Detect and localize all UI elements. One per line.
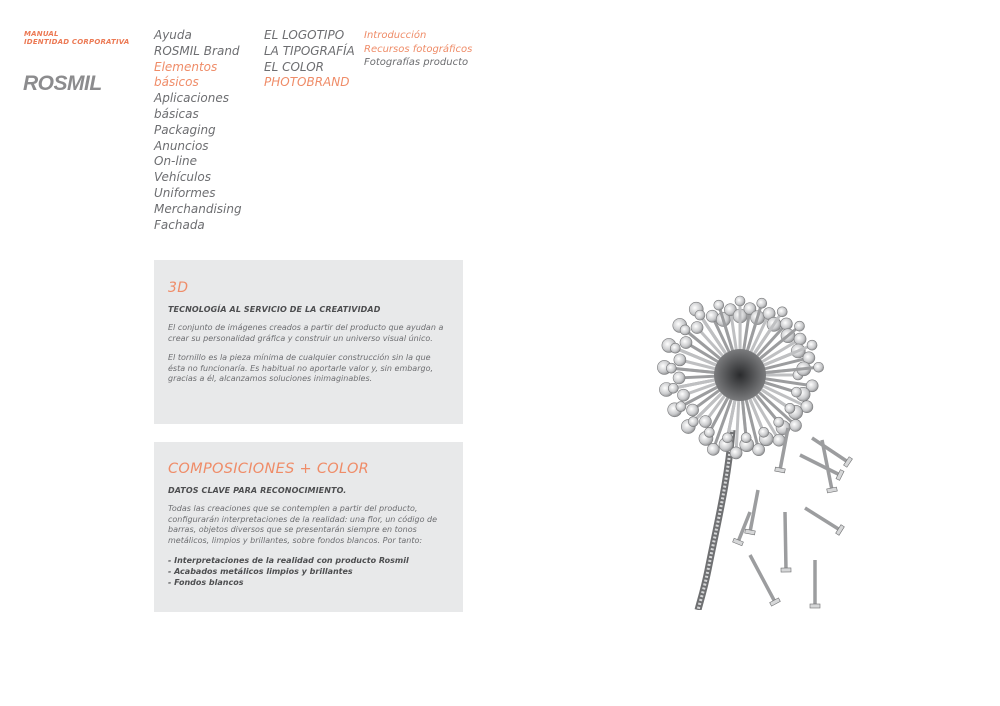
panel-3d — [154, 260, 463, 424]
nav-main — [154, 28, 264, 233]
manual-tag-line1: MANUAL — [24, 30, 59, 38]
bullet-item: - Acabados metálicos limpios y brillantes — [168, 566, 353, 576]
nav-item-anuncios[interactable]: Anuncios — [154, 138, 209, 153]
panel-composiciones-subtitle: DATOS CLAVE PARA RECONOCIMIENTO. — [168, 486, 347, 495]
nav-item-elementos-basicos[interactable]: Elementos básicos — [154, 59, 218, 90]
panel-3d-para2: El tornillo es la pieza mínima de cualquier construcción sin la que ésta no funcionaría. Es habitual no aportarle valor y, sin embargo, gracias a él, alcanzamos soluciones inimaginables. — [168, 353, 434, 384]
nav-item-rosmil-brand[interactable]: ROSMIL Brand — [154, 43, 240, 58]
panel-composiciones-bullets — [168, 556, 449, 588]
nav-item-vehiculos[interactable]: Vehículos — [154, 170, 211, 185]
nav-sub — [264, 28, 364, 91]
nav-section — [364, 29, 474, 70]
panel-composiciones-title: COMPOSICIONES + COLOR — [168, 461, 370, 477]
bullet-item: - Interpretaciones de la realidad con producto Rosmil — [168, 556, 409, 566]
panel-3d-para1: El conjunto de imágenes creados a partir del producto que ayudan a crear su personalidad gráfica y construir un universo visual único. — [168, 323, 444, 343]
nav-item-packaging[interactable]: Packaging — [154, 122, 216, 137]
panel-3d-subtitle: TECNOLOGÍA AL SERVICIO DE LA CREATIVIDAD — [168, 305, 381, 314]
bullet-item: - Fondos blancos — [168, 577, 244, 587]
nav-item-merchandising[interactable]: Merchandising — [154, 201, 242, 216]
rosmil-logo[interactable]: ROSMIL — [23, 72, 102, 95]
nav-item-fachada[interactable]: Fachada — [154, 217, 205, 232]
nav-sub-tipografia[interactable]: LA TIPOGRAFÍA — [264, 43, 355, 58]
screw-dandelion-image — [600, 280, 920, 610]
nav-section-fotografias[interactable]: Fotografías producto — [364, 57, 469, 69]
panel-composiciones-para1: Todas las creaciones que se contemplen a partir del producto, configurarán interpretaciones de la realidad: una flor, un código de barras, objetos diversos que se presentarán siempre en tonos metálicos, limpios y brillantes, sobre fondos blancos. Por tanto: — [168, 504, 438, 545]
nav-item-uniformes[interactable]: Uniformes — [154, 185, 216, 200]
nav-sub-logotipo[interactable]: EL LOGOTIPO — [264, 28, 345, 42]
nav-item-online[interactable]: On-line — [154, 154, 198, 169]
nav-section-introduccion[interactable]: Introducción — [364, 30, 427, 41]
loose-screws — [733, 428, 853, 608]
manual-tag-line2: IDENTIDAD CORPORATIVA — [24, 38, 130, 46]
nav-item-ayuda[interactable]: Ayuda — [154, 28, 192, 42]
nav-section-recursos[interactable]: Recursos fotográficos — [364, 43, 473, 55]
nav-item-aplicaciones-basicas[interactable]: Aplicaciones básicas — [154, 91, 229, 121]
panel-composiciones — [154, 442, 463, 612]
panel-3d-title: 3D — [168, 280, 189, 296]
nav-sub-photobrand[interactable]: PHOTOBRAND — [264, 75, 350, 90]
manual-tag — [24, 30, 130, 46]
nav-sub-color[interactable]: EL COLOR — [264, 59, 325, 74]
